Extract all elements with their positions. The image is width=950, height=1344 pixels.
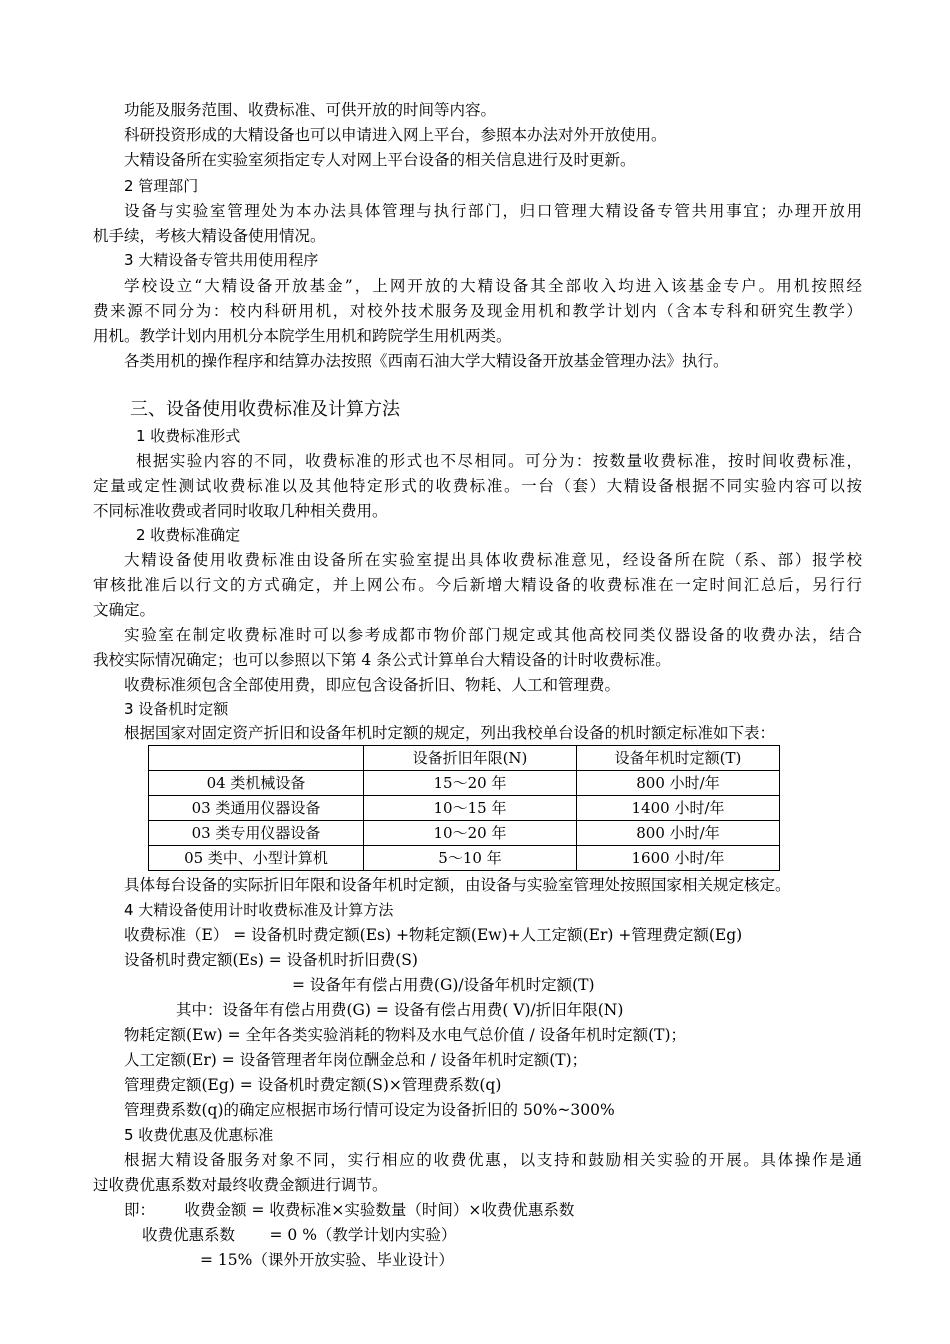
section-heading: 3 大精设备专管共用使用程序 [124, 251, 319, 269]
formula-line: 收费优惠系数 = 0 %（教学计划内实验） [142, 1226, 457, 1244]
table-cell: 800 小时/年 [577, 821, 780, 846]
table-cell: 10～20 年 [364, 821, 577, 846]
table-cell: 1400 小时/年 [577, 796, 780, 821]
table-row [149, 821, 780, 846]
table-cell: 03 类通用仪器设备 [149, 796, 364, 821]
table-header-cell: 设备折旧年限(N) [364, 746, 577, 771]
paragraph-line: 费来源不同分为：校内科研用机，对校外技术服务及现金用机和教学计划内（含本专科和研究生教学） [93, 302, 862, 320]
paragraph-line: 根据实验内容的不同，收费标准的形式也不尽相同。可分为：按数量收费标准，按时间收费标准， [136, 452, 862, 470]
table-header-cell: 设备年机时定额(T) [577, 746, 780, 771]
paragraph-line: 功能及服务范围、收费标准、可供开放的时间等内容。 [124, 101, 497, 119]
section-heading: 2 管理部门 [124, 177, 199, 195]
section-heading: 4 大精设备使用计时收费标准及计算方法 [124, 901, 394, 919]
formula-line: 物耗定额(Ew) = 全年各类实验消耗的物料及水电气总价值 / 设备年机时定额(T)； [124, 1026, 687, 1044]
section-heading: 1 收费标准形式 [136, 427, 241, 445]
table-row [149, 771, 780, 796]
depreciation-quota-table [148, 745, 780, 871]
chapter-heading: 三、设备使用收费标准及计算方法 [130, 399, 400, 420]
table-cell: 5～10 年 [364, 846, 577, 871]
paragraph-line: 大精设备所在实验室须指定专人对网上平台设备的相关信息进行及时更新。 [124, 151, 636, 169]
formula-line: 设备机时费定额(Es) = 设备机时折旧费(S) [124, 951, 418, 969]
paragraph-line: 机手续，考核大精设备使用情况。 [93, 227, 326, 245]
paragraph-line: 审核批准后以行文的方式确定，并上网公布。今后新增大精设备的收费标准在一定时间汇总后，另行行 [93, 576, 862, 594]
formula-line: 即： 收费金额 = 收费标准×实验数量（时间）×收费优惠系数 [124, 1201, 575, 1219]
paragraph-line: 学校设立“大精设备开放基金”，上网开放的大精设备其全部收入均进入该基金专户。用机按照经 [124, 277, 862, 295]
formula-line: = 15%（课外开放实验、毕业设计） [200, 1251, 454, 1269]
table-cell: 800 小时/年 [577, 771, 780, 796]
table-header-row [149, 746, 780, 771]
paragraph-line: 用机。教学计划内用机分本院学生用机和跨院学生用机两类。 [93, 327, 512, 345]
paragraph-line: 我校实际情况确定；也可以参照以下第 4 条公式计算单台大精设备的计时收费标准。 [93, 651, 671, 669]
paragraph-line: 定量或定性测试收费标准以及其他特定形式的收费标准。一台（套）大精设备根据不同实验内容可以按 [93, 477, 862, 495]
table-cell: 1600 小时/年 [577, 846, 780, 871]
paragraph-line: 过收费优惠系数对最终收费金额进行调节。 [93, 1176, 388, 1194]
section-heading: 3 设备机时定额 [124, 700, 229, 718]
table-cell: 04 类机械设备 [149, 771, 364, 796]
formula-line: = 设备年有偿占用费(G)/设备年机时定额(T) [292, 976, 595, 994]
paragraph-line: 具体每台设备的实际折旧年限和设备年机时定额，由设备与实验室管理处按照国家相关规定核定。 [124, 876, 791, 894]
section-heading: 2 收费标准确定 [136, 526, 241, 544]
table-cell: 03 类专用仪器设备 [149, 821, 364, 846]
section-heading: 5 收费优惠及优惠标准 [124, 1126, 274, 1144]
table-cell: 05 类中、小型计算机 [149, 846, 364, 871]
paragraph-line: 大精设备使用收费标准由设备所在实验室提出具体收费标准意见，经设备所在院（系、部）报学校 [124, 551, 862, 569]
table-row [149, 846, 780, 871]
formula-line: 管理费定额(Eg) = 设备机时费定额(S)×管理费系数(q) [124, 1076, 502, 1094]
paragraph-line: 根据国家对固定资产折旧和设备年机时定额的规定，列出我校单台设备的机时额定标准如下表： [124, 724, 776, 742]
paragraph-line: 各类用机的操作程序和结算办法按照《西南石油大学大精设备开放基金管理办法》执行。 [124, 352, 729, 370]
paragraph-line: 管理费系数(q)的确定应根据市场行情可设定为设备折旧的 50%~300% [124, 1101, 615, 1119]
paragraph-line: 文确定。 [93, 601, 156, 619]
paragraph-line: 科研投资形成的大精设备也可以申请进入网上平台，参照本办法对外开放使用。 [124, 126, 667, 144]
paragraph-line: 设备与实验室管理处为本办法具体管理与执行部门，归口管理大精设备专管共用事宜；办理开放用 [124, 202, 862, 220]
formula-line: 人工定额(Er) = 设备管理者年岗位酬金总和 / 设备年机时定额(T)； [124, 1051, 588, 1069]
paragraph-line: 根据大精设备服务对象不同，实行相应的收费优惠，以支持和鼓励相关实验的开展。具体操作是通 [124, 1151, 862, 1169]
table-cell: 15～20 年 [364, 771, 577, 796]
paragraph-line: 不同标准收费或者同时收取几种相关费用。 [93, 502, 388, 520]
paragraph-line: 收费标准须包含全部使用费，即应包含设备折旧、物耗、人工和管理费。 [124, 676, 621, 694]
table-row [149, 796, 780, 821]
table-cell: 10～15 年 [364, 796, 577, 821]
formula-line: 收费标准（E） = 设备机时费定额(Es) +物耗定额(Ew)+人工定额(Er) +管理费定额(Eg) [124, 926, 743, 944]
formula-line: 其中：设备年有偿占用费(G) = 设备有偿占用费( V)/折旧年限(N) [176, 1001, 624, 1019]
table-header-cell [149, 746, 364, 771]
paragraph-line: 实验室在制定收费标准时可以参考成都市物价部门规定或其他高校同类仪器设备的收费办法，结合 [124, 626, 862, 644]
